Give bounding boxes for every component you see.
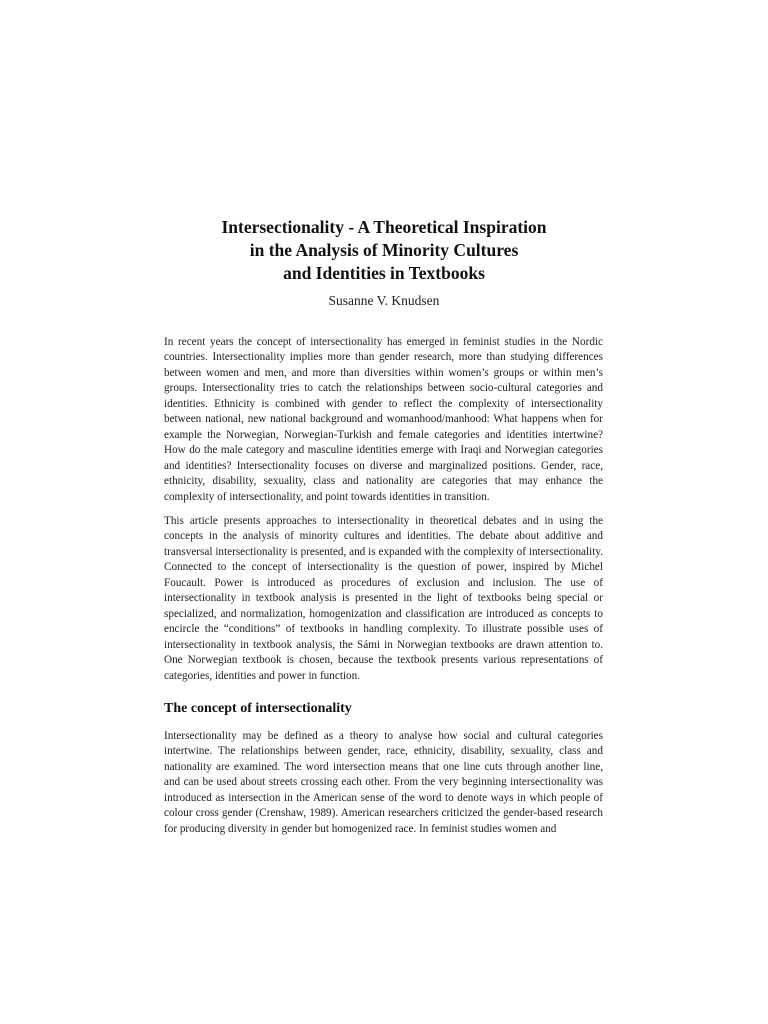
- section-heading: The concept of intersectionality: [164, 700, 352, 716]
- body-text: [164, 335, 603, 846]
- document-title-line-3: and Identities in Textbooks: [283, 263, 485, 283]
- author-name: Susanne V. Knudsen: [328, 293, 440, 308]
- abstract-paragraph-1: In recent years the concept of intersectionality has emerged in feminist studies in the Nordic countries. Intersectionality implies more than gender research, more than studying differences between women and men, and more than diversities within women’s groups or within men’s groups. Intersectionality tries to catch the relationships between socio-cultural categories and identities. Ethnicity is combined with gender to reflect the complexity of intersectionality between national, new national background and womanhood/manhood: What happens when for example the Norwegian, Norwegian-Turkish and female categories and identities intertwine? How do the male category and masculine identities emerge with Iraqi and Norwegian categories and identities? Intersectionality focuses on diverse and marginalized positions. Gender, race, ethnicity, disability, sexuality, class and nationality are categories that may enhance the complexity of intersectionality, and point towards identities in transition.: [164, 336, 603, 503]
- section-paragraph-1: Intersectionality may be defined as a theory to analyse how social and cultural categories intertwine. The relationships between gender, race, ethnicity, disability, sexuality, class and nationality are examined. The word intersection means that one line cuts through another line, and can be used about streets crossing each other. From the very beginning intersectionality was introduced as intersection in the American sense of the word to denote ways in which people of colour cross gender (Crenshaw, 1989). American researchers criticized the gender-based research for producing diversity in gender but homogenized race. In feminist studies women and: [164, 729, 603, 835]
- title-block: [0, 216, 768, 310]
- abstract-paragraph-2: This article presents approaches to intersectionality in theoretical debates and in using the concepts in the analysis of minority cultures and identities. The debate about additive and transversal intersectionality is presented, and is expanded with the complexity of intersectionality. Connected to the concept of intersectionality is the question of power, inspired by Michel Foucault. Power is introduced as procedures of exclusion and inclusion. The use of intersectionality in textbook analysis is presented in the light of textbooks being special or specialized, and normalization, homogenization and classification are introduced as concepts to encircle the “conditions” of textbooks in handling complexity. To illustrate possible uses of intersectionality in textbook analysis, the Sámi in Norwegian textbooks are drawn attention to. One Norwegian textbook is chosen, because the textbook presents various representations of categories, identities and power in function.: [164, 514, 603, 682]
- document-title-line-2: in the Analysis of Minority Cultures: [249, 240, 519, 260]
- document-title-line-1: Intersectionality - A Theoretical Inspiration: [221, 217, 547, 237]
